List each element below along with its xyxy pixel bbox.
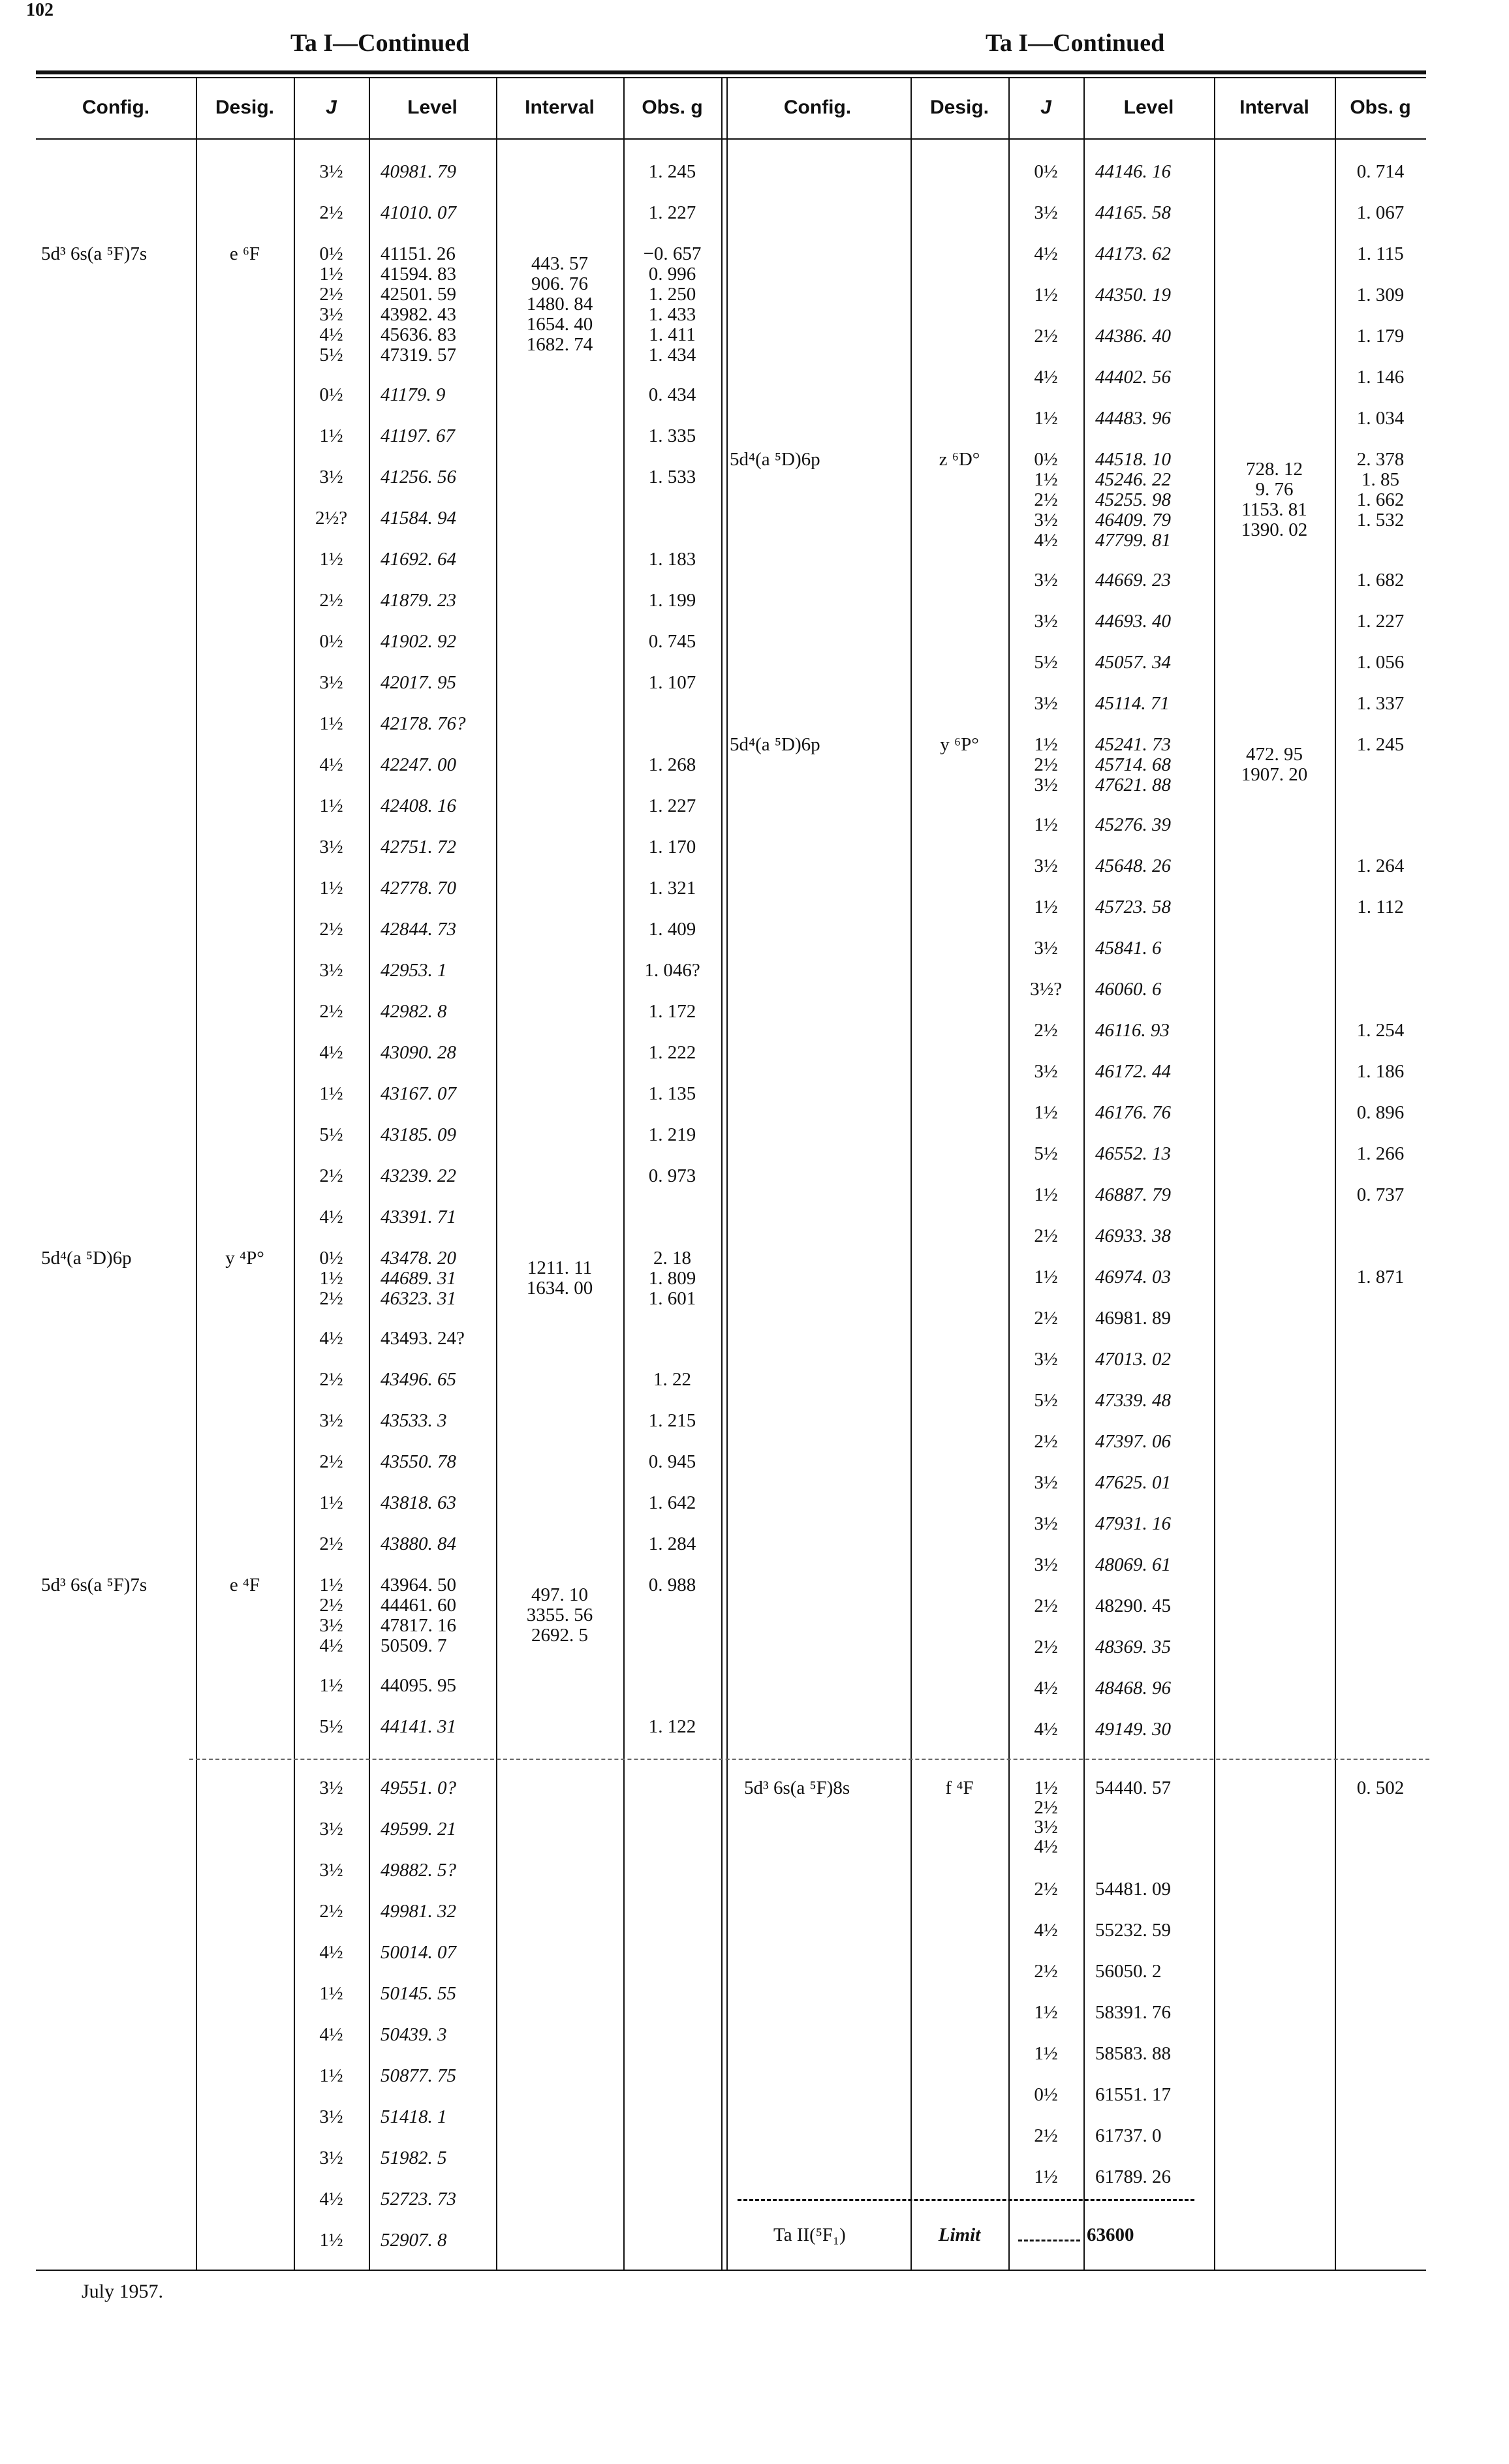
left-obs-g-value: 1. 107 (648, 672, 696, 693)
right-config: 5d⁴(a ⁵D)6p (730, 734, 820, 755)
right-designation: z ⁶D° (939, 449, 980, 470)
left-level-value: 44141. 31 (381, 1716, 456, 1737)
column-header-level: Level (407, 97, 458, 118)
right-j-value: 5½ (1034, 1390, 1058, 1411)
right-j-value: 2½ (1034, 1879, 1058, 1900)
left-level-value: 43090. 28 (381, 1042, 456, 1063)
left-j-value: 4½ (319, 1207, 343, 1227)
right-config: 5d³ 6s(a ⁵F)8s (744, 1778, 850, 1798)
right-j-value: 1½ 2½ 3½ (1034, 734, 1058, 795)
left-level-value: 43493. 24? (381, 1328, 465, 1349)
left-j-value: 3½ (319, 2106, 343, 2127)
left-j-value: 4½ (319, 1042, 343, 1063)
left-j-value: 3½ (319, 467, 343, 487)
right-level-value: 58583. 88 (1095, 2043, 1171, 2064)
column-header-j: J (326, 97, 337, 118)
column-divider (1214, 78, 1215, 2271)
left-j-value: 1½ (319, 878, 343, 899)
column-divider (196, 78, 197, 2271)
left-level-value: 42778. 70 (381, 878, 456, 899)
left-j-value: 0½ (319, 384, 343, 405)
left-obs-g-value: 1. 170 (648, 837, 696, 857)
left-table-title: Ta I—Continued (290, 29, 470, 57)
left-obs-g-value: 1. 135 (648, 1083, 696, 1104)
right-j-value: 1½ (1034, 1267, 1058, 1287)
right-level-value: 44173. 62 (1095, 243, 1171, 264)
left-level-value: 43550. 78 (381, 1451, 456, 1472)
right-obs-g-value: 1. 112 (1357, 897, 1404, 917)
right-level-value: 54481. 09 (1095, 1879, 1171, 1900)
left-j-value: 2½ (319, 1533, 343, 1554)
right-j-value: 3½ (1034, 1061, 1058, 1082)
left-j-value: 2½ (319, 1165, 343, 1186)
right-j-value: 5½ (1034, 652, 1058, 673)
left-j-value: 1½ (319, 1083, 343, 1104)
left-obs-g-value: −0. 657 0. 996 1. 250 1. 433 1. 411 1. 434 (643, 243, 702, 365)
left-level-value: 40981. 79 (381, 161, 456, 182)
left-obs-g-value: 1. 183 (648, 549, 696, 570)
right-j-value: 3½ (1034, 1349, 1058, 1370)
right-j-value: 3½ (1034, 1472, 1058, 1493)
column-header-g: Obs. g (1350, 97, 1411, 118)
right-j-value: 2½ (1034, 1637, 1058, 1657)
right-j-value: 5½ (1034, 1143, 1058, 1164)
left-j-value: 3½ (319, 1778, 343, 1798)
left-j-value: 3½ (319, 1860, 343, 1881)
left-j-value: 1½ (319, 1983, 343, 2004)
limit-designation: Limit (938, 2225, 981, 2245)
right-level-value: 61551. 17 (1095, 2084, 1171, 2105)
left-obs-g-value: 1. 245 (648, 161, 696, 182)
right-j-value: 0½ (1034, 2084, 1058, 2105)
left-obs-g-value: 1. 227 (648, 202, 696, 223)
left-j-value: 1½ 2½ 3½ 4½ (319, 1575, 343, 1656)
right-level-value: 46974. 03 (1095, 1267, 1171, 1287)
top-rule-thin (36, 77, 1426, 78)
right-obs-g-value: 0. 896 (1356, 1102, 1405, 1123)
left-obs-g-value: 1. 222 (648, 1042, 696, 1063)
right-level-value: 45723. 58 (1095, 897, 1171, 917)
left-obs-g-value: 1. 215 (648, 1410, 696, 1431)
right-j-value: 1½ (1034, 897, 1058, 917)
left-obs-g-value: 0. 988 (648, 1575, 696, 1595)
left-level-value: 43185. 09 (381, 1124, 456, 1145)
left-j-value: 4½ (319, 2024, 343, 2045)
right-j-value: 1½ (1034, 285, 1058, 305)
right-obs-g-value: 1. 337 (1356, 693, 1405, 714)
right-obs-g-value: 0. 714 (1356, 161, 1405, 182)
right-j-value: 1½ (1034, 2002, 1058, 2023)
left-interval-value: 497. 10 3355. 56 2692. 5 (526, 1584, 593, 1646)
left-level-value: 44095. 95 (381, 1675, 456, 1696)
right-j-value: 4½ (1034, 1920, 1058, 1941)
left-obs-g-value: 2. 18 1. 809 1. 601 (648, 1248, 696, 1309)
limit-level: 63600 (1087, 2225, 1134, 2245)
right-obs-g-value: 1. 186 (1356, 1061, 1405, 1082)
left-level-value: 43478. 20 44689. 31 46323. 31 (381, 1248, 456, 1309)
right-level-value: 55232. 59 (1095, 1920, 1171, 1941)
left-j-value: 2½ (319, 590, 343, 611)
left-obs-g-value: 1. 284 (648, 1533, 696, 1554)
left-config: 5d³ 6s(a ⁵F)7s (41, 243, 148, 264)
right-level-value: 61789. 26 (1095, 2166, 1171, 2187)
left-interval-value: 1211. 11 1634. 00 (526, 1257, 593, 1299)
left-obs-g-value: 1. 409 (648, 919, 696, 940)
left-j-value: 1½ (319, 2065, 343, 2086)
column-header-level: Level (1123, 97, 1174, 118)
left-level-value: 42844. 73 (381, 919, 456, 940)
left-level-value: 50439. 3 (381, 2024, 447, 2045)
center-divider (726, 78, 728, 2271)
left-level-value: 49981. 32 (381, 1901, 456, 1922)
right-level-value: 48369. 35 (1095, 1637, 1171, 1657)
right-j-value: 3½ (1034, 855, 1058, 876)
left-level-value: 43818. 63 (381, 1492, 456, 1513)
left-j-value: 5½ (319, 1716, 343, 1737)
left-obs-g-value: 1. 046? (644, 960, 700, 981)
left-level-value: 41692. 64 (381, 549, 456, 570)
column-header-interval: Interval (1239, 97, 1309, 118)
left-level-value: 41197. 67 (381, 425, 455, 446)
left-config: 5d⁴(a ⁵D)6p (41, 1248, 132, 1269)
limit-separator (738, 2199, 1194, 2201)
right-obs-g-value: 1. 227 (1356, 611, 1405, 632)
left-designation: y ⁴P° (225, 1248, 264, 1269)
left-level-value: 43496. 65 (381, 1369, 456, 1390)
left-level-value: 41584. 94 (381, 508, 456, 529)
right-obs-g-value: 1. 115 (1357, 243, 1404, 264)
right-j-value: 2½ (1034, 1961, 1058, 1982)
left-designation: e ⁴F (229, 1575, 260, 1595)
column-header-desig: Desig. (929, 97, 989, 118)
left-designation: e ⁶F (229, 243, 260, 264)
left-j-value: 4½ (319, 1942, 343, 1963)
right-level-value: 45114. 71 (1095, 693, 1170, 714)
left-j-value: 3½ (319, 161, 343, 182)
left-j-value: 0½ 1½ 2½ (319, 1248, 343, 1309)
right-level-value: 58391. 76 (1095, 2002, 1171, 2023)
left-level-value: 50877. 75 (381, 2065, 456, 2086)
right-j-value: 1½ (1034, 408, 1058, 429)
left-j-value: 3½ (319, 2148, 343, 2168)
column-header-g: Obs. g (642, 97, 703, 118)
left-obs-g-value: 0. 745 (648, 631, 696, 652)
left-obs-g-value: 1. 268 (648, 754, 696, 775)
right-j-value: 2½ (1034, 1308, 1058, 1329)
right-level-value: 45057. 34 (1095, 652, 1171, 673)
right-level-value: 44483. 96 (1095, 408, 1171, 429)
right-level-value: 44350. 19 (1095, 285, 1171, 305)
bottom-rule (36, 2270, 1426, 2271)
right-obs-g-value: 0. 737 (1356, 1184, 1405, 1205)
right-designation: y ⁶P° (940, 734, 979, 755)
left-j-value: 3½ (319, 837, 343, 857)
right-level-value: 46981. 89 (1095, 1308, 1171, 1329)
left-interval-value: 443. 57 906. 76 1480. 84 1654. 40 1682. 74 (526, 253, 593, 355)
left-level-value: 43167. 07 (381, 1083, 456, 1104)
left-obs-g-value: 1. 122 (648, 1716, 696, 1737)
left-level-value: 42408. 16 (381, 795, 456, 816)
right-level-value: 45241. 73 45714. 68 47621. 88 (1095, 734, 1171, 795)
footer-date: July 1957. (82, 2281, 164, 2302)
left-j-value: 1½ (319, 1675, 343, 1696)
right-j-value: 2½ (1034, 1020, 1058, 1041)
right-level-value: 46060. 6 (1095, 979, 1162, 1000)
right-level-value: 47339. 48 (1095, 1390, 1171, 1411)
left-j-value: 0½ 1½ 2½ 3½ 4½ 5½ (319, 243, 343, 365)
left-j-value: 1½ (319, 549, 343, 570)
left-obs-g-value: 0. 434 (648, 384, 696, 405)
left-level-value: 41010. 07 (381, 202, 456, 223)
right-j-value: 2½ (1034, 1595, 1058, 1616)
right-level-value: 44146. 16 (1095, 161, 1171, 182)
right-level-value: 47931. 16 (1095, 1513, 1171, 1534)
left-j-value: 2½? (315, 508, 348, 529)
right-j-value: 0½ 1½ 2½ 3½ 4½ (1034, 449, 1058, 551)
column-divider (1008, 78, 1010, 2271)
left-level-value: 41179. 9 (381, 384, 446, 405)
left-level-value: 51982. 5 (381, 2148, 447, 2168)
right-j-value: 4½ (1034, 243, 1058, 264)
left-obs-g-value: 1. 199 (648, 590, 696, 611)
right-j-value: 1½ (1034, 1184, 1058, 1205)
left-obs-g-value: 1. 227 (648, 795, 696, 816)
left-j-value: 1½ (319, 425, 343, 446)
left-level-value: 42178. 76? (381, 713, 466, 734)
page-number: 102 (26, 0, 54, 20)
left-j-value: 2½ (319, 919, 343, 940)
left-j-value: 0½ (319, 631, 343, 652)
right-level-value: 48069. 61 (1095, 1554, 1171, 1575)
right-obs-g-value: 1. 034 (1356, 408, 1405, 429)
left-j-value: 1½ (319, 795, 343, 816)
right-j-value: 3½? (1029, 979, 1063, 1000)
right-obs-g-value: 1. 067 (1356, 202, 1405, 223)
limit-config: Ta II(⁵F₁) (773, 2225, 846, 2245)
column-divider (496, 78, 497, 2271)
right-j-value: 2½ (1034, 1225, 1058, 1246)
right-level-value: 48290. 45 (1095, 1595, 1171, 1616)
right-j-value: 3½ (1034, 202, 1058, 223)
left-level-value: 42247. 00 (381, 754, 456, 775)
right-obs-g-value: 1. 245 (1356, 734, 1405, 755)
right-level-value: 47013. 02 (1095, 1349, 1171, 1370)
right-level-value: 56050. 2 (1095, 1961, 1162, 1982)
column-divider (369, 78, 370, 2271)
right-level-value: 44402. 56 (1095, 367, 1171, 388)
right-level-value: 46552. 13 (1095, 1143, 1171, 1164)
right-obs-g-value: 1. 056 (1356, 652, 1405, 673)
right-obs-g-value: 1. 146 (1356, 367, 1405, 388)
left-level-value: 43880. 84 (381, 1533, 456, 1554)
left-level-value: 41151. 26 41594. 83 42501. 59 43982. 43 45636. 83 47319. 57 (381, 243, 456, 365)
column-header-config: Config. (783, 97, 852, 118)
right-interval-value: 472. 95 1907. 20 (1241, 744, 1308, 785)
right-level-value: 44518. 10 45246. 22 45255. 98 46409. 79 47799. 81 (1095, 449, 1171, 551)
left-j-value: 3½ (319, 672, 343, 693)
right-level-value: 45648. 26 (1095, 855, 1171, 876)
right-level-value: 48468. 96 (1095, 1678, 1171, 1699)
right-j-value: 4½ (1034, 367, 1058, 388)
right-level-value: 47625. 01 (1095, 1472, 1171, 1493)
column-header-j: J (1040, 97, 1051, 118)
limit-dash (1018, 2240, 1080, 2241)
right-level-value: 46933. 38 (1095, 1225, 1171, 1246)
right-j-value: 0½ (1034, 161, 1058, 182)
left-j-value: 1½ (319, 1492, 343, 1513)
left-level-value: 42017. 95 (381, 672, 456, 693)
left-level-value: 43964. 50 44461. 60 47817. 16 50509. 7 (381, 1575, 456, 1656)
column-divider (1335, 78, 1336, 2271)
right-level-value: 44386. 40 (1095, 326, 1171, 346)
right-level-value: 46172. 44 (1095, 1061, 1171, 1082)
right-obs-g-value: 1. 682 (1356, 570, 1405, 591)
right-j-value: 3½ (1034, 938, 1058, 959)
left-level-value: 49882. 5? (381, 1860, 456, 1881)
right-obs-g-value: 0. 502 (1356, 1778, 1405, 1798)
right-level-value: 46887. 79 (1095, 1184, 1171, 1205)
right-obs-g-value: 1. 179 (1356, 326, 1405, 346)
right-level-value: 49149. 30 (1095, 1719, 1171, 1740)
left-level-value: 41256. 56 (381, 467, 456, 487)
left-level-value: 50014. 07 (381, 1942, 456, 1963)
right-j-value: 3½ (1034, 693, 1058, 714)
left-obs-g-value: 0. 973 (648, 1165, 696, 1186)
right-level-value: 61737. 0 (1095, 2125, 1162, 2146)
right-interval-value: 728. 12 9. 76 1153. 81 1390. 02 (1241, 459, 1308, 540)
left-j-value: 4½ (319, 1328, 343, 1349)
left-level-value: 41902. 92 (381, 631, 456, 652)
right-j-value: 3½ (1034, 1513, 1058, 1534)
right-table-title: Ta I—Continued (986, 29, 1165, 57)
right-j-value: 1½ (1034, 2166, 1058, 2187)
left-level-value: 49599. 21 (381, 1819, 456, 1840)
left-level-value: 42751. 72 (381, 837, 456, 857)
column-header-config: Config. (82, 97, 150, 118)
left-j-value: 2½ (319, 1451, 343, 1472)
right-obs-g-value: 1. 264 (1356, 855, 1405, 876)
right-j-value: 1½ (1034, 2043, 1058, 2064)
right-level-value: 44669. 23 (1095, 570, 1171, 591)
left-level-value: 43533. 3 (381, 1410, 447, 1431)
right-obs-g-value: 1. 266 (1356, 1143, 1405, 1164)
right-designation: f ⁴F (945, 1778, 974, 1798)
left-level-value: 42982. 8 (381, 1001, 447, 1022)
column-divider (1083, 78, 1085, 2271)
right-j-value: 4½ (1034, 1678, 1058, 1699)
left-obs-g-value: 1. 321 (648, 878, 696, 899)
right-level-value: 46116. 93 (1095, 1020, 1170, 1041)
left-level-value: 42953. 1 (381, 960, 447, 981)
left-level-value: 43391. 71 (381, 1207, 456, 1227)
left-level-value: 50145. 55 (381, 1983, 456, 2004)
right-j-value: 3½ (1034, 1554, 1058, 1575)
left-j-value: 1½ (319, 2230, 343, 2251)
column-divider (721, 78, 723, 2271)
right-j-value: 1½ 2½ 3½ 4½ (1034, 1778, 1058, 1857)
left-j-value: 2½ (319, 1901, 343, 1922)
right-level-value: 54440. 57 (1095, 1778, 1171, 1798)
right-j-value: 1½ (1034, 814, 1058, 835)
right-j-value: 2½ (1034, 326, 1058, 346)
right-j-value: 2½ (1034, 2125, 1058, 2146)
left-level-value: 52907. 8 (381, 2230, 447, 2251)
left-obs-g-value: 1. 22 (653, 1369, 691, 1390)
right-level-value: 46176. 76 (1095, 1102, 1171, 1123)
left-obs-g-value: 0. 945 (648, 1451, 696, 1472)
left-obs-g-value: 1. 219 (648, 1124, 696, 1145)
left-level-value: 43239. 22 (381, 1165, 456, 1186)
left-config: 5d³ 6s(a ⁵F)7s (41, 1575, 148, 1595)
left-j-value: 2½ (319, 202, 343, 223)
right-level-value: 45276. 39 (1095, 814, 1171, 835)
left-level-value: 52723. 73 (381, 2189, 456, 2210)
right-obs-g-value: 2. 378 1. 85 1. 662 1. 532 (1356, 449, 1405, 531)
left-j-value: 5½ (319, 1124, 343, 1145)
right-level-value: 45841. 6 (1095, 938, 1162, 959)
left-j-value: 1½ (319, 713, 343, 734)
left-j-value: 4½ (319, 754, 343, 775)
column-header-desig: Desig. (215, 97, 275, 118)
right-level-value: 47397. 06 (1095, 1431, 1171, 1452)
column-divider (910, 78, 912, 2271)
right-config: 5d⁴(a ⁵D)6p (730, 449, 820, 470)
left-j-value: 4½ (319, 2189, 343, 2210)
left-level-value: 41879. 23 (381, 590, 456, 611)
right-j-value: 4½ (1034, 1719, 1058, 1740)
section-separator (189, 1759, 1429, 1760)
left-j-value: 2½ (319, 1001, 343, 1022)
left-j-value: 3½ (319, 1819, 343, 1840)
top-rule (36, 70, 1426, 74)
left-j-value: 3½ (319, 960, 343, 981)
right-obs-g-value: 1. 309 (1356, 285, 1405, 305)
right-level-value: 44165. 58 (1095, 202, 1171, 223)
right-j-value: 3½ (1034, 570, 1058, 591)
right-level-value: 44693. 40 (1095, 611, 1171, 632)
left-obs-g-value: 1. 533 (648, 467, 696, 487)
right-j-value: 2½ (1034, 1431, 1058, 1452)
right-obs-g-value: 1. 254 (1356, 1020, 1405, 1041)
right-j-value: 3½ (1034, 611, 1058, 632)
left-obs-g-value: 1. 642 (648, 1492, 696, 1513)
right-j-value: 1½ (1034, 1102, 1058, 1123)
column-header-interval: Interval (525, 97, 595, 118)
left-level-value: 51418. 1 (381, 2106, 447, 2127)
left-j-value: 3½ (319, 1410, 343, 1431)
right-obs-g-value: 1. 871 (1356, 1267, 1405, 1287)
left-level-value: 49551. 0? (381, 1778, 456, 1798)
header-rule (36, 138, 1426, 140)
left-j-value: 2½ (319, 1369, 343, 1390)
left-obs-g-value: 1. 172 (648, 1001, 696, 1022)
left-obs-g-value: 1. 335 (648, 425, 696, 446)
